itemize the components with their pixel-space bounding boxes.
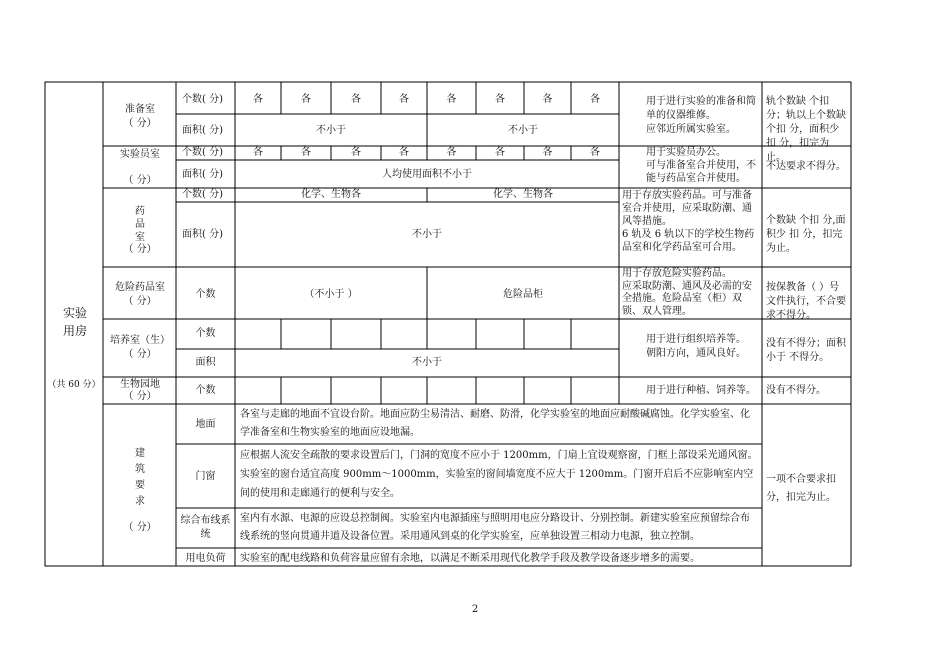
- culture-room-scoring: 没有不得分；面积小于 不得分。: [766, 338, 846, 363]
- staff-room-cell: 各: [301, 147, 311, 158]
- staff-room-cell: 各: [253, 147, 263, 158]
- prep-room-cell: 各: [590, 94, 600, 105]
- prep-room-cell: 各: [301, 94, 311, 105]
- building-row-label: 综合布线系统: [180, 515, 231, 540]
- hazard-room-left: （不小于 ）: [304, 289, 358, 300]
- staff-room-area: 人均使用面积不小于: [382, 169, 472, 180]
- prep-room-score: （ 分）: [123, 118, 157, 129]
- prep-room-name: 准备室: [125, 104, 155, 115]
- chem-room-area: 不小于: [412, 229, 442, 240]
- prep-room-area-label: 面积( 分): [182, 125, 223, 136]
- building-row-label: 地面: [195, 419, 216, 430]
- hazard-room-name: 危险药品室: [115, 282, 165, 293]
- staff-room-score: （ 分）: [123, 175, 157, 186]
- section-total: （共 60 分）: [47, 380, 101, 390]
- page-number: 2: [471, 604, 479, 615]
- prep-room-cell: 各: [446, 94, 457, 105]
- prep-room-area-left: 不小于: [316, 125, 346, 136]
- prep-room-count-label: 个数( 分): [182, 94, 223, 105]
- hazard-room-count-label: 个数: [195, 289, 216, 300]
- staff-room-cell: 各: [446, 147, 457, 158]
- building-score: （ 分）: [123, 522, 157, 533]
- culture-room-area-label: 面积: [195, 357, 216, 368]
- staff-room-cell: 各: [542, 147, 553, 158]
- prep-room-cell: 各: [542, 94, 553, 105]
- building-row-text: 各室与走廊的地面不宜设台阶。地面应防尘易清洁、耐磨、防滑，化学实验室的地面应耐酸碱腐蚀。化学实验室、化学准备室和生物实验室的地面应设地漏。: [240, 409, 750, 438]
- prep-room-scoring: 轨个数缺 个扣 分；轨以上个数缺 个扣 分，面积少 扣 分，扣完为止。: [766, 96, 846, 163]
- garden-scoring: 没有不得分。: [766, 385, 826, 396]
- chem-room-scoring: 个数缺 个扣 分,面积少 扣 分，扣完为止。: [766, 215, 846, 254]
- chem-room-score: （ 分）: [123, 244, 157, 255]
- building-name: 建筑要求: [135, 448, 145, 507]
- culture-room-note: 用于进行组织培养等。 朝阳方向，通风良好。: [646, 334, 746, 359]
- prep-room-area-right: 不小于: [508, 125, 538, 136]
- chem-room-area-label: 面积( 分): [182, 229, 223, 240]
- staff-room-cell: 各: [399, 147, 409, 158]
- section-title: 实验用房: [62, 306, 87, 338]
- garden-count-label: 个数: [195, 385, 216, 396]
- staff-room-area-label: 面积( 分): [182, 169, 223, 180]
- prep-room-note: 用于进行实验的准备和简单的仪器维修。 应邻近所属实验室。: [646, 96, 756, 135]
- prep-room-cell: 各: [351, 94, 361, 105]
- building-row-text: 实验室的配电线路和负荷容量应留有余地，以满足不断采用现代化教学手段及教学设备逐步增多的需要。: [240, 553, 700, 564]
- prep-room-cell: 各: [495, 94, 505, 105]
- chem-room-count-label: 个数( 分): [182, 189, 223, 200]
- staff-room-note: 用于实验员办公。 可与准备室合并使用，不能与药品室合并使用。: [646, 147, 756, 184]
- staff-room-count-label: 个数( 分): [182, 147, 223, 158]
- building-row-label: 门窗: [195, 471, 216, 482]
- chem-room-count-right: 化学、生物各: [493, 189, 553, 200]
- culture-room-count-label: 个数: [195, 328, 216, 339]
- culture-room-area: 不小于: [412, 357, 442, 368]
- building-row-text: 应根据人流安全疏散的要求设置后门，门洞的宽度不应小于 1200mm，门扇上宜设观察窗，门框上部设采光通风窗。实验室的窗台适宜高度 900mm～1000mm，实验室的窗间墙宽度不应大于 1200mm。门窗开启后不应影响室内空间的使用和走廊通行的便利与安全。: [240, 450, 758, 499]
- hazard-room-note: 用于存放危险实验药品。 应采取防潮、通风及必需的安全措施。危险品室（柜）双锁、双人管理。: [622, 268, 752, 317]
- chem-room-note: 用于存放实验药品。可与准备室合并使用，应采取防潮、通风等措施。 6 轨及 6 轨以下的学校生物药品室和化学药品室可合用。: [622, 190, 755, 253]
- prep-room-cell: 各: [253, 94, 263, 105]
- building-row-label: 用电负荷: [185, 553, 226, 564]
- building-scoring: 一项不合要求扣 分，扣完为止。: [766, 474, 836, 503]
- hazard-room-right: 危险品柜: [503, 289, 543, 300]
- chem-room-count-left: 化学、生物各: [301, 189, 361, 200]
- garden-note: 用于进行种植、饲养等。: [646, 385, 756, 396]
- garden-name: 生物园地: [120, 379, 160, 390]
- staff-room-scoring: 不达要求不得分。: [766, 161, 846, 172]
- staff-room-name: 实验员室: [120, 149, 160, 160]
- culture-room-name: 培养室（生）: [110, 335, 170, 346]
- garden-score: （ 分）: [123, 391, 157, 402]
- building-row-text: 室内有水源、电源的应设总控制阀。实验室内电源插座与照明用电应分路设计、分别控制。新建实验室应预留综合布线系统的竖向贯通井道及设备位置。采用通风到桌的化学实验室，应单独设置三相动力电源，独立控制。: [240, 513, 750, 542]
- culture-room-score: （ 分）: [123, 349, 157, 360]
- hazard-room-scoring: 按保教备（ ）号文件执行，不合要求不得分。: [766, 282, 846, 321]
- staff-room-cell: 各: [351, 147, 361, 158]
- staff-room-cell: 各: [495, 147, 505, 158]
- prep-room-cell: 各: [399, 94, 409, 105]
- staff-room-cell: 各: [590, 147, 600, 158]
- hazard-room-score: （ 分）: [123, 296, 157, 307]
- chem-room-name: 药品室: [135, 206, 145, 243]
